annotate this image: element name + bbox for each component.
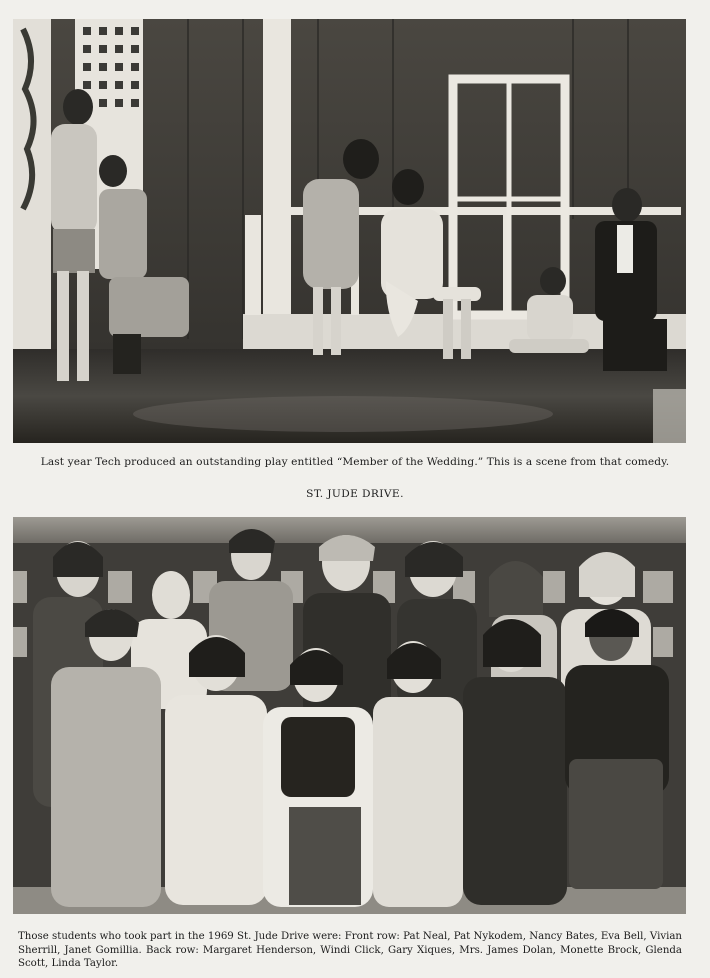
stage-play-photo: [13, 19, 686, 443]
group-portrait-illustration: [13, 517, 686, 914]
group-portrait-photo: [13, 517, 686, 914]
group-caption: Those students who took part in the 1969 St. Jude Drive were: Front row: Pat Neal, Pat Nykodem, Nancy Bates, Eva Bell, Vivian Sherrill, Janet Gomillia. Back row: Margaret Henderson, Windi Click, Gary Xiques, Mrs. James Dolan, Monette Brock, Glenda Scott, Linda Taylor.: [18, 931, 682, 969]
porch-post: [263, 19, 291, 349]
section-heading: ST. JUDE DRIVE.: [306, 488, 404, 500]
play-caption: Last year Tech produced an outstanding play entitled “Member of the Wedding.” This is a scene from that comedy.: [40, 456, 670, 468]
stage-corner: [653, 389, 686, 443]
stage-play-illustration: [13, 19, 686, 443]
